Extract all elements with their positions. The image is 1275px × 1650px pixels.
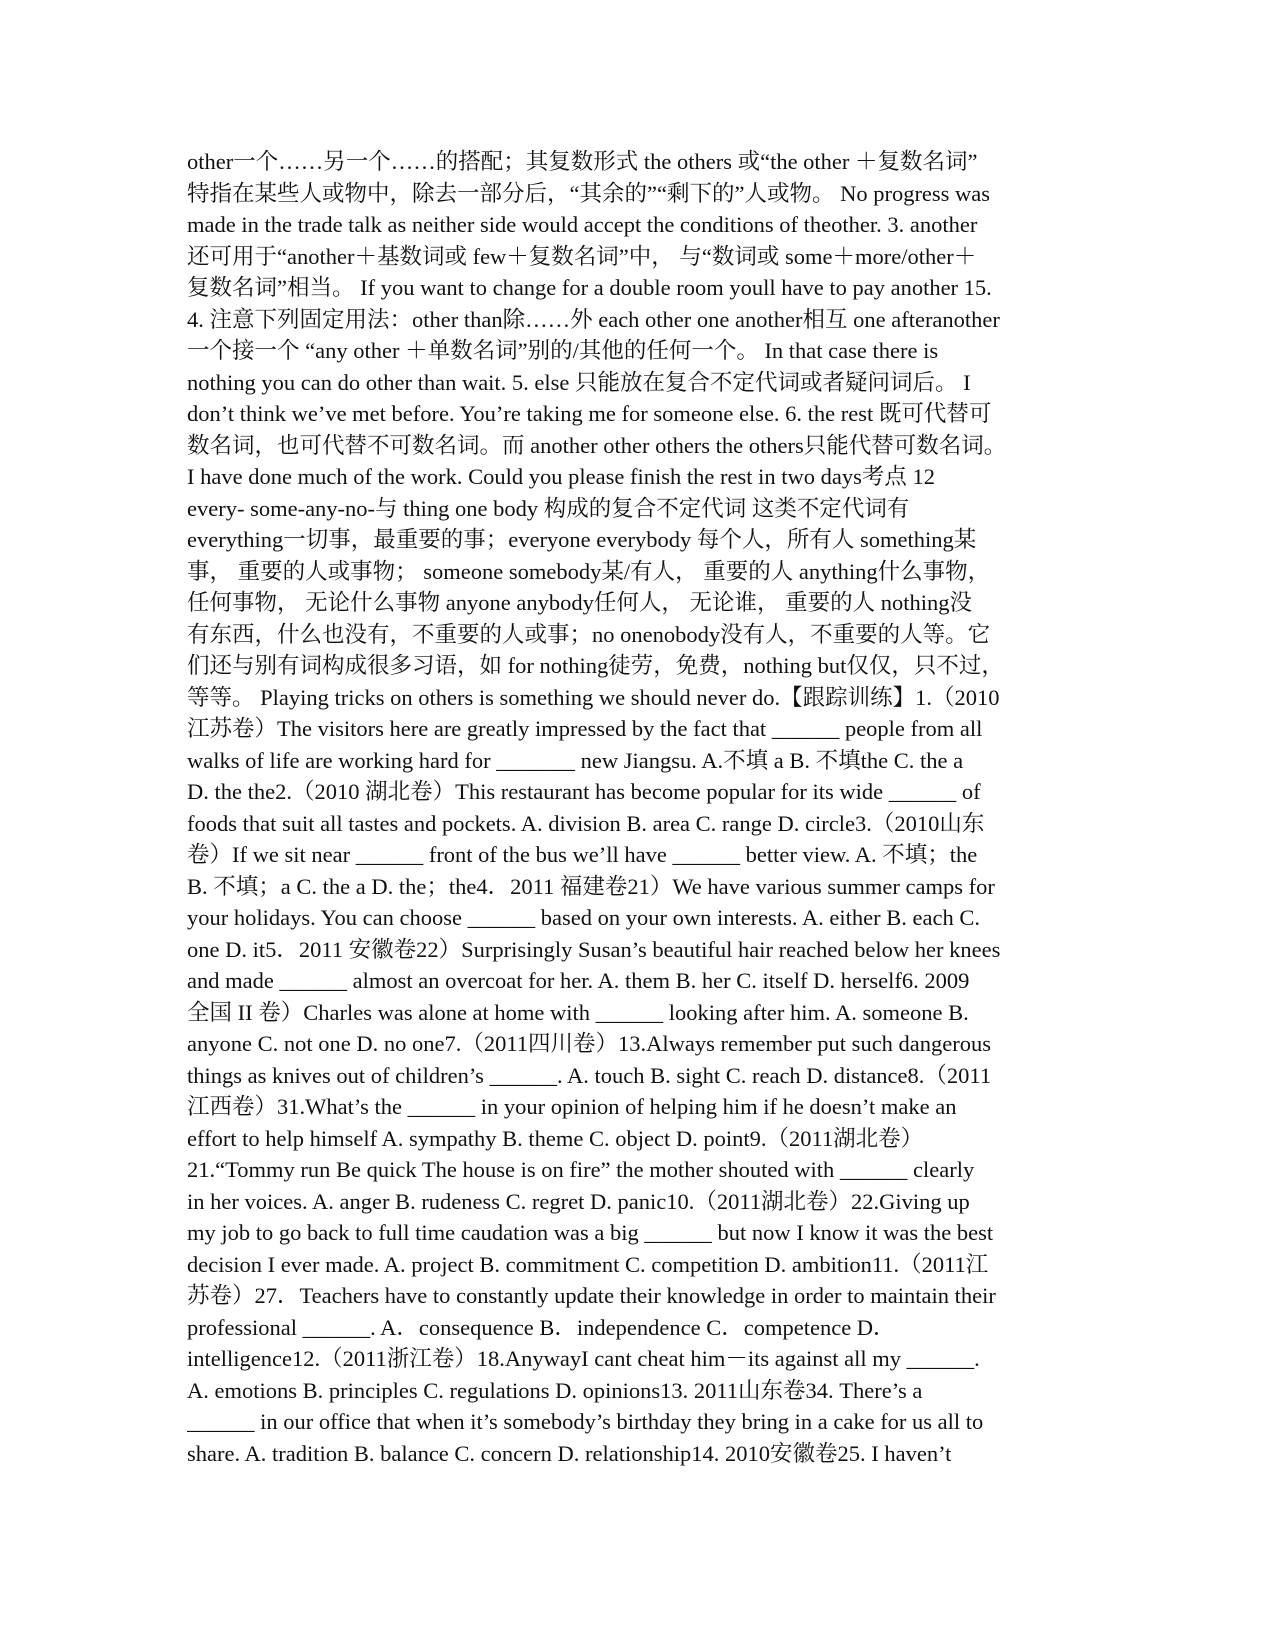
text-line: your holidays. You can choose ______ based on your own interests. A. either B. each C. [187,905,981,930]
text-line: 江苏卷）The visitors here are greatly impressed by the fact that ______ people from all [187,716,983,741]
text-line: 苏卷）27．Teachers have to constantly update their knowledge in order to maintain their [187,1283,996,1308]
text-line: 任何事物， 无论什么事物 anyone anybody任何人， 无论谁， 重要的人 nothing没 [187,590,972,615]
text-line: 还可用于“another＋基数词或 few＋复数名词”中， 与“数词或 some＋more/other＋ [187,243,977,269]
text-line: I have done much of the work. Could you please finish the rest in two days考点 12 [187,464,935,489]
text-line: B. 不填；a C. the a D. the；the4．2011 福建卷21）We have various summer camps for [187,873,995,899]
text-line: my job to go back to full time caudation was a big ______ but now I know it was the best [187,1220,994,1245]
text-line: everything一切事，最重要的事；everyone everybody 每个人，所有人 something某 [187,527,977,552]
text-line: things as knives out of children’s ______. A. touch B. sight C. reach D. distance8.（2011 [187,1062,992,1088]
text-line: and made ______ almost an overcoat for her. A. them B. her C. itself D. herself6. 2009 [187,968,970,993]
text-line: anyone C. not one D. no one7.（2011四川卷）13.Always remember put such dangerous [187,1031,992,1056]
text-line: ______ in our office that when it’s somebody’s birthday they bring in a cake for us all to [187,1409,984,1434]
text-line: 有东西，什么也没有，不重要的人或事；no onenobody没有人，不重要的人等。它 [187,621,991,647]
text-line: in her voices. A. anger B. rudeness C. regret D. panic10.（2011湖北卷）22.Giving up [187,1188,970,1214]
text-line: 江西卷）31.What’s the ______ in your opinion of helping him if he doesn’t make an [187,1094,957,1119]
text-line: walks of life are working hard for _______ new Jiangsu. A.不填 a B. 不填the C. the a [187,747,964,773]
text-line: 复数名词”相当。 If you want to change for a double room youll have to pay another 15. [187,275,992,300]
text-line: 一个接一个 “any other ＋单数名词”别的/其他的任何一个。 In that case there is [187,338,939,363]
text-line: 事， 重要的人或事物； someone somebody某/有人， 重要的人 anything什么事物， [187,558,991,584]
text-line: D. the the2.（2010 湖北卷）This restaurant has become popular for its wide ______ of [187,779,981,804]
text-line: intelligence12.（2011浙江卷）18.AnywayI cant cheat him－its against all my ______. [187,1346,980,1371]
text-line: 特指在某些人或物中，除去一部分后，“其余的”“剩下的”人或物。 No progress was [187,180,991,206]
text-line: other一个……另一个……的搭配；其复数形式 the others 或“the other ＋复数名词” [187,149,978,174]
text-line: every- some-any-no-与 thing one body 构成的复合不定代词 这类不定代词有 [187,495,910,521]
text-line: 全国 II 卷）Charles was alone at home with ______ looking after him. A. someone B. [187,999,969,1025]
text-line: 4. 注意下列固定用法：other than除……外 each other one another相互 one afteranother [187,306,1000,332]
text-line: don’t think we’ve met before. You’re taking me for someone else. 6. the rest 既可代替可 [187,401,992,426]
text-line: 们还与别有词构成很多习语，如 for nothing徒劳，免费，nothing but仅仅，只不过， [187,653,1004,678]
text-line: made in the trade talk as neither side would accept the conditions of theother. 3. another [187,212,978,237]
text-line: share. A. tradition B. balance C. concern D. relationship14. 2010安徽卷25. I haven’t [187,1440,952,1466]
text-line: 卷）If we sit near ______ front of the bus we’ll have ______ better view. A. 不填；the [187,842,978,867]
text-line: one D. it5．2011 安徽卷22）Surprisingly Susan’s beautiful hair reached below her knees [187,936,1001,962]
text-line: 数名词，也可代替不可数名词。而 another other others the others只能代替可数名词。 [187,432,1007,458]
text-line: nothing you can do other than wait. 5. else 只能放在复合不定代词或者疑问词后。 I [187,369,971,395]
text-line: foods that suit all tastes and pockets. A. division B. area C. range D. circle3.（2010山东 [187,810,985,836]
text-line: professional ______. A．consequence B．independence C．competence D． [187,1314,896,1340]
text-line: effort to help himself A. sympathy B. theme C. object D. point9.（2011湖北卷） [187,1125,924,1151]
text-line: A. emotions B. principles C. regulations D. opinions13. 2011山东卷34. There’s a [187,1377,923,1403]
document-body [187,146,1097,1469]
text-line: decision I ever made. A. project B. commitment C. competition D. ambition11.（2011江 [187,1251,989,1277]
text-line: 等等。 Playing tricks on others is something we should never do.【跟踪训练】1.（2010 [187,684,1000,710]
text-line: 21.“Tommy run Be quick The house is on fire” the mother shouted with ______ clearly [187,1157,975,1182]
